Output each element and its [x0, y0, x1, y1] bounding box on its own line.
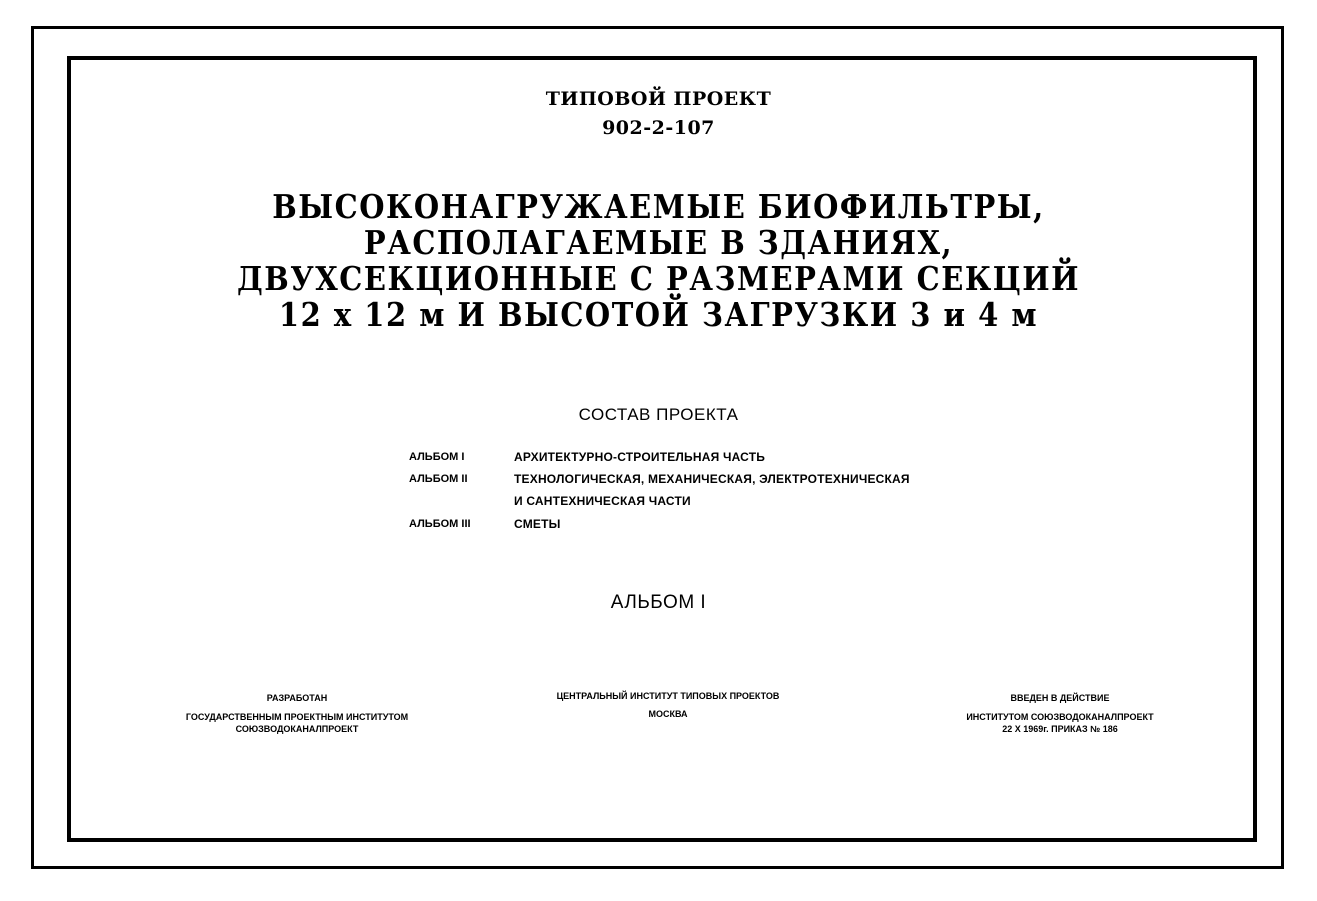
current-album: АЛЬБОМ I: [610, 592, 707, 613]
footer-publisher-name: ЦЕНТРАЛЬНЫЙ ИНСТИТУТ ТИПОВЫХ ПРОЕКТОВ: [556, 691, 780, 701]
album-1-desc: АРХИТЕКТУРНО-СТРОИТЕЛЬНАЯ ЧАСТЬ: [514, 450, 766, 464]
title-line-4: 12 х 12 м И ВЫСОТОЙ ЗАГРУЗКИ 3 и 4 м: [278, 295, 1039, 335]
album-1-label: АЛЬБОМ I: [409, 451, 465, 463]
project-type-label: ТИПОВОЙ ПРОЕКТ: [545, 88, 772, 110]
footer-enactment-order: 22 X 1969г. ПРИКАЗ № 186: [1002, 724, 1118, 734]
composition-heading: СОСТАВ ПРОЕКТА: [578, 405, 739, 424]
album-2-label: АЛЬБОМ II: [409, 473, 468, 485]
footer-publisher: [528, 690, 808, 720]
title-line-3: ДВУХСЕКЦИОННЫЕ С РАЗМЕРАМИ СЕКЦИЙ: [236, 259, 1081, 299]
footer-enactment: [940, 692, 1180, 735]
album-2-desc-continued: И САНТЕХНИЧЕСКАЯ ЧАСТИ: [514, 494, 691, 508]
footer-publisher-city: МОСКВА: [648, 709, 688, 719]
album-3-label: АЛЬБОМ III: [409, 518, 471, 530]
footer-enactment-heading: ВВЕДЕН В ДЕЙСТВИЕ: [1010, 693, 1110, 703]
album-2-desc: ТЕХНОЛОГИЧЕСКАЯ, МЕХАНИЧЕСКАЯ, ЭЛЕКТРОТЕХНИЧЕСКАЯ: [514, 472, 910, 486]
footer-enactment-institute: ИНСТИТУТОМ СОЮЗВОДОКАНАЛПРОЕКТ: [966, 712, 1154, 722]
footer-developer: [182, 692, 412, 735]
project-number: 902-2-107: [602, 117, 715, 139]
footer-developer-name: СОЮЗВОДОКАНАЛПРОЕКТ: [235, 724, 359, 734]
title-line-2: РАСПОЛАГАЕМЫЕ В ЗДАНИЯХ,: [363, 223, 954, 263]
footer-developer-heading: РАЗРАБОТАН: [266, 693, 328, 703]
album-3-desc: СМЕТЫ: [514, 517, 561, 531]
footer-developer-institute: ГОСУДАРСТВЕННЫМ ПРОЕКТНЫМ ИНСТИТУТОМ: [185, 712, 409, 722]
title-line-1: ВЫСОКОНАГРУЖАЕМЫЕ БИОФИЛЬТРЫ,: [272, 187, 1045, 227]
